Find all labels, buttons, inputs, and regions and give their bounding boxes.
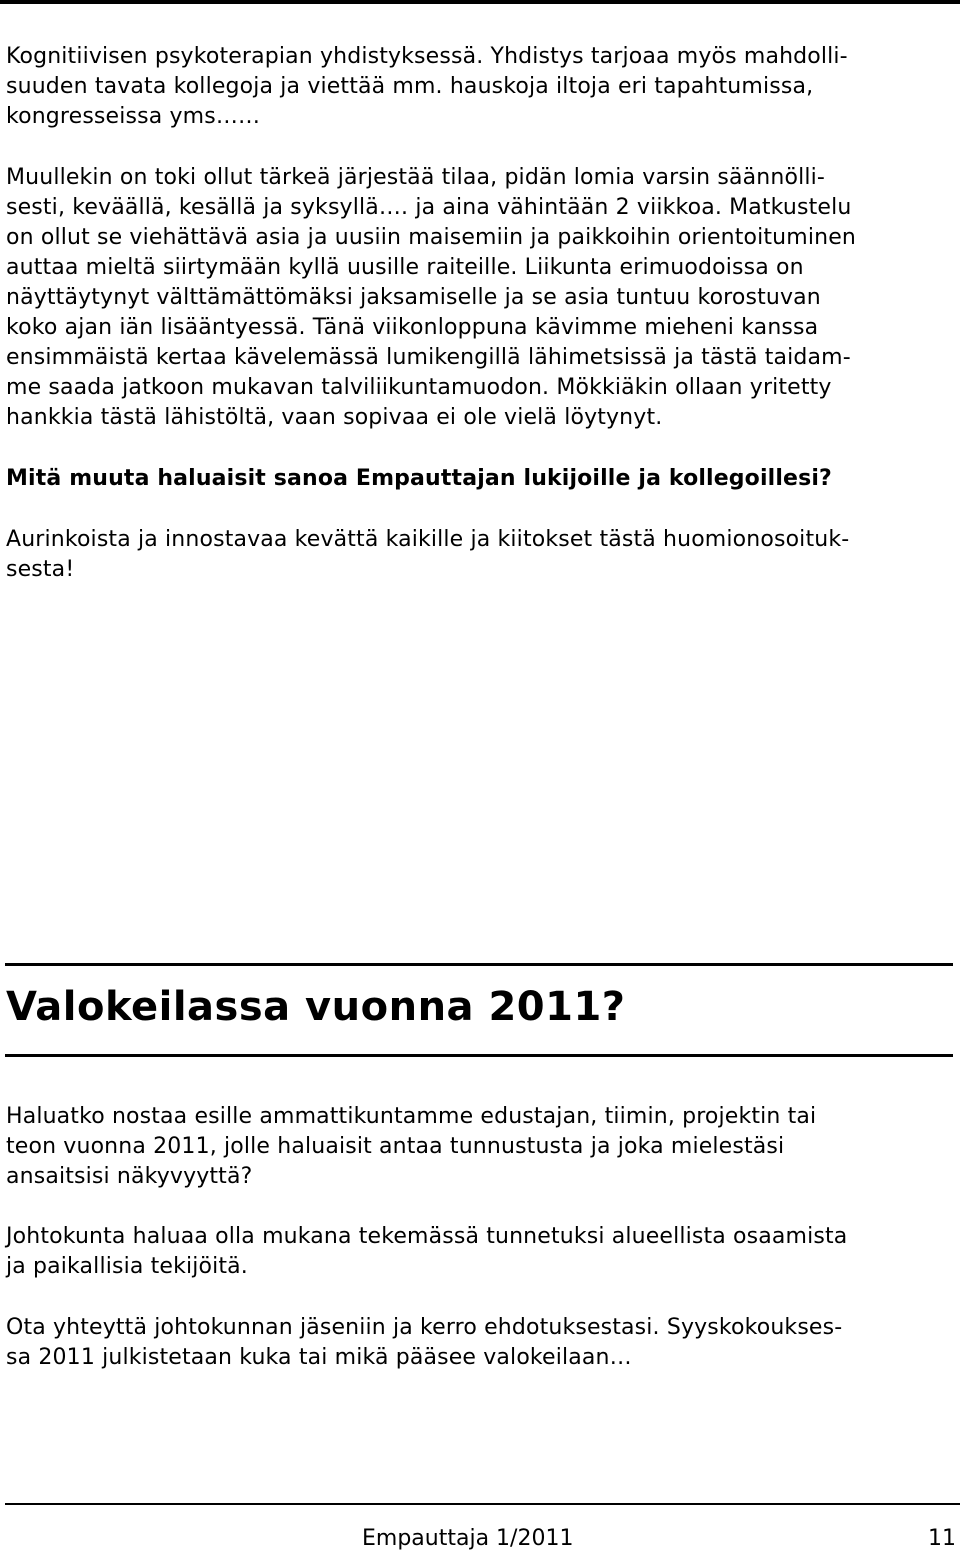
text-line: sesta! bbox=[6, 557, 75, 582]
text-line: auttaa mieltä siirtymään kyllä uusille raiteille. Liikunta erimuodoissa on bbox=[6, 255, 804, 280]
text-line: sa 2011 julkistetaan kuka tai mikä pääsee valokeilaan… bbox=[6, 1345, 632, 1370]
text-line: ja paikallisia tekijöitä. bbox=[6, 1254, 248, 1279]
text-line: näyttäytynyt välttämättömäksi jaksamiselle ja se asia tuntuu korostuvan bbox=[6, 285, 821, 310]
footer-publication: Empauttaja 1/2011 bbox=[362, 1526, 574, 1551]
text-line: Aurinkoista ja innostavaa kevättä kaikille ja kiitokset tästä huomionosoituk- bbox=[6, 527, 850, 552]
text-line: Haluatko nostaa esille ammattikuntamme edustajan, tiimin, projektin tai bbox=[6, 1104, 817, 1129]
text-line: ensimmäistä kertaa kävelemässä lumikengillä lähimetsissä ja tästä taidam- bbox=[6, 345, 851, 370]
text-line: teon vuonna 2011, jolle haluaisit antaa tunnustusta ja joka mielestäsi bbox=[6, 1134, 785, 1159]
text-line: me saada jatkoon mukavan talviliikuntamuodon. Mökkiäkin ollaan yritetty bbox=[6, 375, 832, 400]
text-line: Johtokunta haluaa olla mukana tekemässä tunnetuksi alueellista osaamista bbox=[6, 1224, 848, 1249]
text-line: on ollut se viehättävä asia ja uusiin maisemiin ja paikkoihin orientoituminen bbox=[6, 225, 856, 250]
text-line: kongresseissa yms…… bbox=[6, 104, 261, 129]
text-line: Ota yhteyttä johtokunnan jäseniin ja kerro ehdotuksestasi. Syyskokoukses- bbox=[6, 1315, 843, 1340]
text-line: suuden tavata kollegoja ja viettää mm. hauskoja iltoja eri tapahtumissa, bbox=[6, 74, 814, 99]
text-line: sesti, keväällä, kesällä ja syksyllä…. ja aina vähintään 2 viikkoa. Matkustelu bbox=[6, 195, 852, 220]
page-number: 11 bbox=[928, 1526, 956, 1551]
text-line: ansaitsisi näkyvyyttä? bbox=[6, 1164, 253, 1189]
section-title: Valokeilassa vuonna 2011? bbox=[6, 984, 626, 1030]
section-rule-bottom bbox=[5, 1054, 953, 1057]
footer-rule bbox=[5, 1503, 960, 1505]
text-line: hankkia tästä lähistöltä, vaan sopivaa ei ole vielä löytynyt. bbox=[6, 405, 663, 430]
top-rule bbox=[0, 0, 960, 4]
interview-question: Mitä muuta haluaisit sanoa Empauttajan lukijoille ja kollegoillesi? bbox=[6, 466, 832, 491]
text-line: Muullekin on toki ollut tärkeä järjestää tilaa, pidän lomia varsin säännölli- bbox=[6, 165, 825, 190]
section-rule-top bbox=[5, 963, 953, 966]
text-line: Kognitiivisen psykoterapian yhdistyksessä. Yhdistys tarjoaa myös mahdolli- bbox=[6, 44, 848, 69]
text-line: koko ajan iän lisääntyessä. Tänä viikonloppuna kävimme mieheni kanssa bbox=[6, 315, 819, 340]
